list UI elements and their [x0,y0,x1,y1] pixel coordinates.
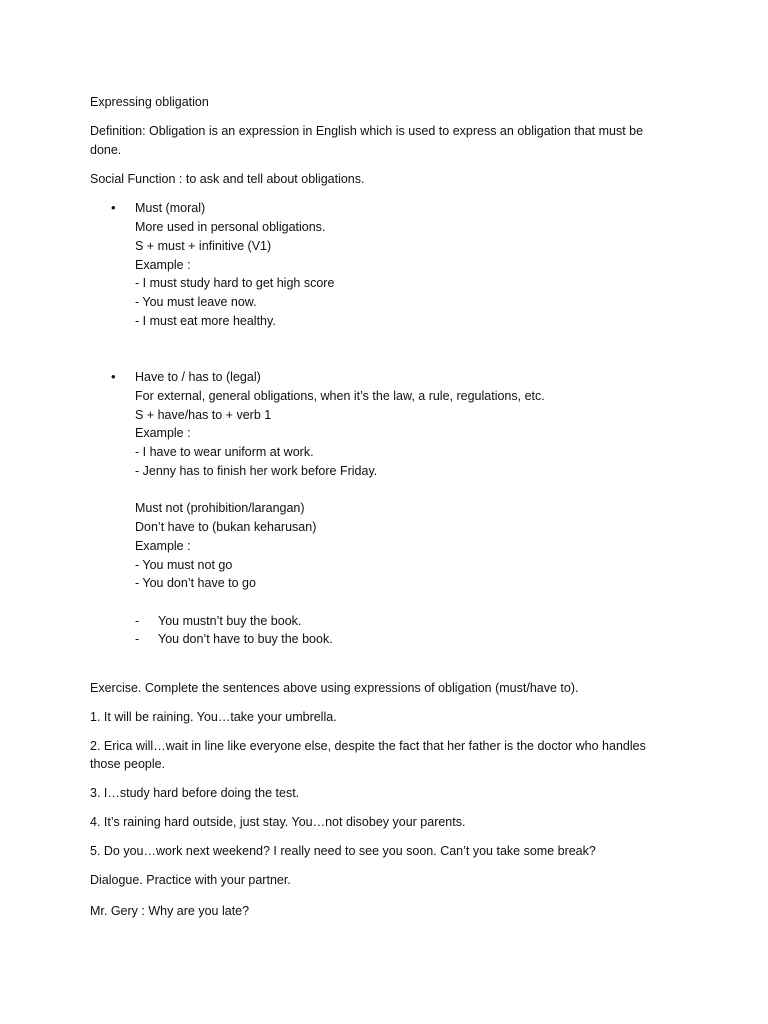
section1-line: S + must + infinitive (V1) [135,239,272,253]
dash-list-item: You don’t have to buy the book. [158,632,333,646]
exercise-item: 3. I…study hard before doing the test. [90,786,300,800]
bullet-icon: • [111,369,116,384]
section2-line: S + have/has to + verb 1 [135,408,272,422]
section1-line: Example : [135,258,191,272]
section1-line: More used in personal obligations. [135,220,326,234]
exercise-intro: Exercise. Complete the sentences above using expressions of obligation (must/have to). [90,681,579,695]
section1-line: - I must study hard to get high score [135,276,335,290]
dialogue-intro: Dialogue. Practice with your partner. [90,873,291,887]
section-heading-have-to: Have to / has to (legal) [135,370,261,384]
section2-line: For external, general obligations, when it’s the law, a rule, regulations, etc. [135,389,545,403]
exercise-item-continued: those people. [90,757,166,771]
section2-line: - I have to wear uniform at work. [135,445,314,459]
document-title: Expressing obligation [90,95,209,109]
dialogue-line: Mr. Gery : Why are you late? [90,904,250,918]
exercise-item: 5. Do you…work next weekend? I really need to see you soon. Can’t you take some break? [90,844,596,858]
section3-line: Example : [135,539,191,553]
section2-line: - Jenny has to finish her work before Friday. [135,464,378,478]
section3-line: Must not (prohibition/larangan) [135,501,305,515]
social-function: Social Function : to ask and tell about obligations. [90,172,365,186]
section3-line: - You must not go [135,558,233,572]
dash-marker: - [135,632,140,646]
section3-line: Don’t have to (bukan keharusan) [135,520,317,534]
section1-line: - I must eat more healthy. [135,314,276,328]
section2-line: Example : [135,426,191,440]
dash-marker: - [135,614,140,628]
exercise-item: 4. It’s raining hard outside, just stay. You…not disobey your parents. [90,815,466,829]
exercise-item: 2. Erica will…wait in line like everyone else, despite the fact that her father is the doctor who handles [90,739,646,753]
section3-line: - You don’t have to go [135,576,256,590]
dash-list-item: You mustn’t buy the book. [158,614,302,628]
bullet-icon: • [111,200,116,215]
section-heading-must: Must (moral) [135,201,206,215]
definition-line-2: done. [90,143,122,157]
section1-line: - You must leave now. [135,295,257,309]
definition-line-1: Definition: Obligation is an expression in English which is used to express an obligation that must be [90,124,644,138]
exercise-item: 1. It will be raining. You…take your umbrella. [90,710,337,724]
